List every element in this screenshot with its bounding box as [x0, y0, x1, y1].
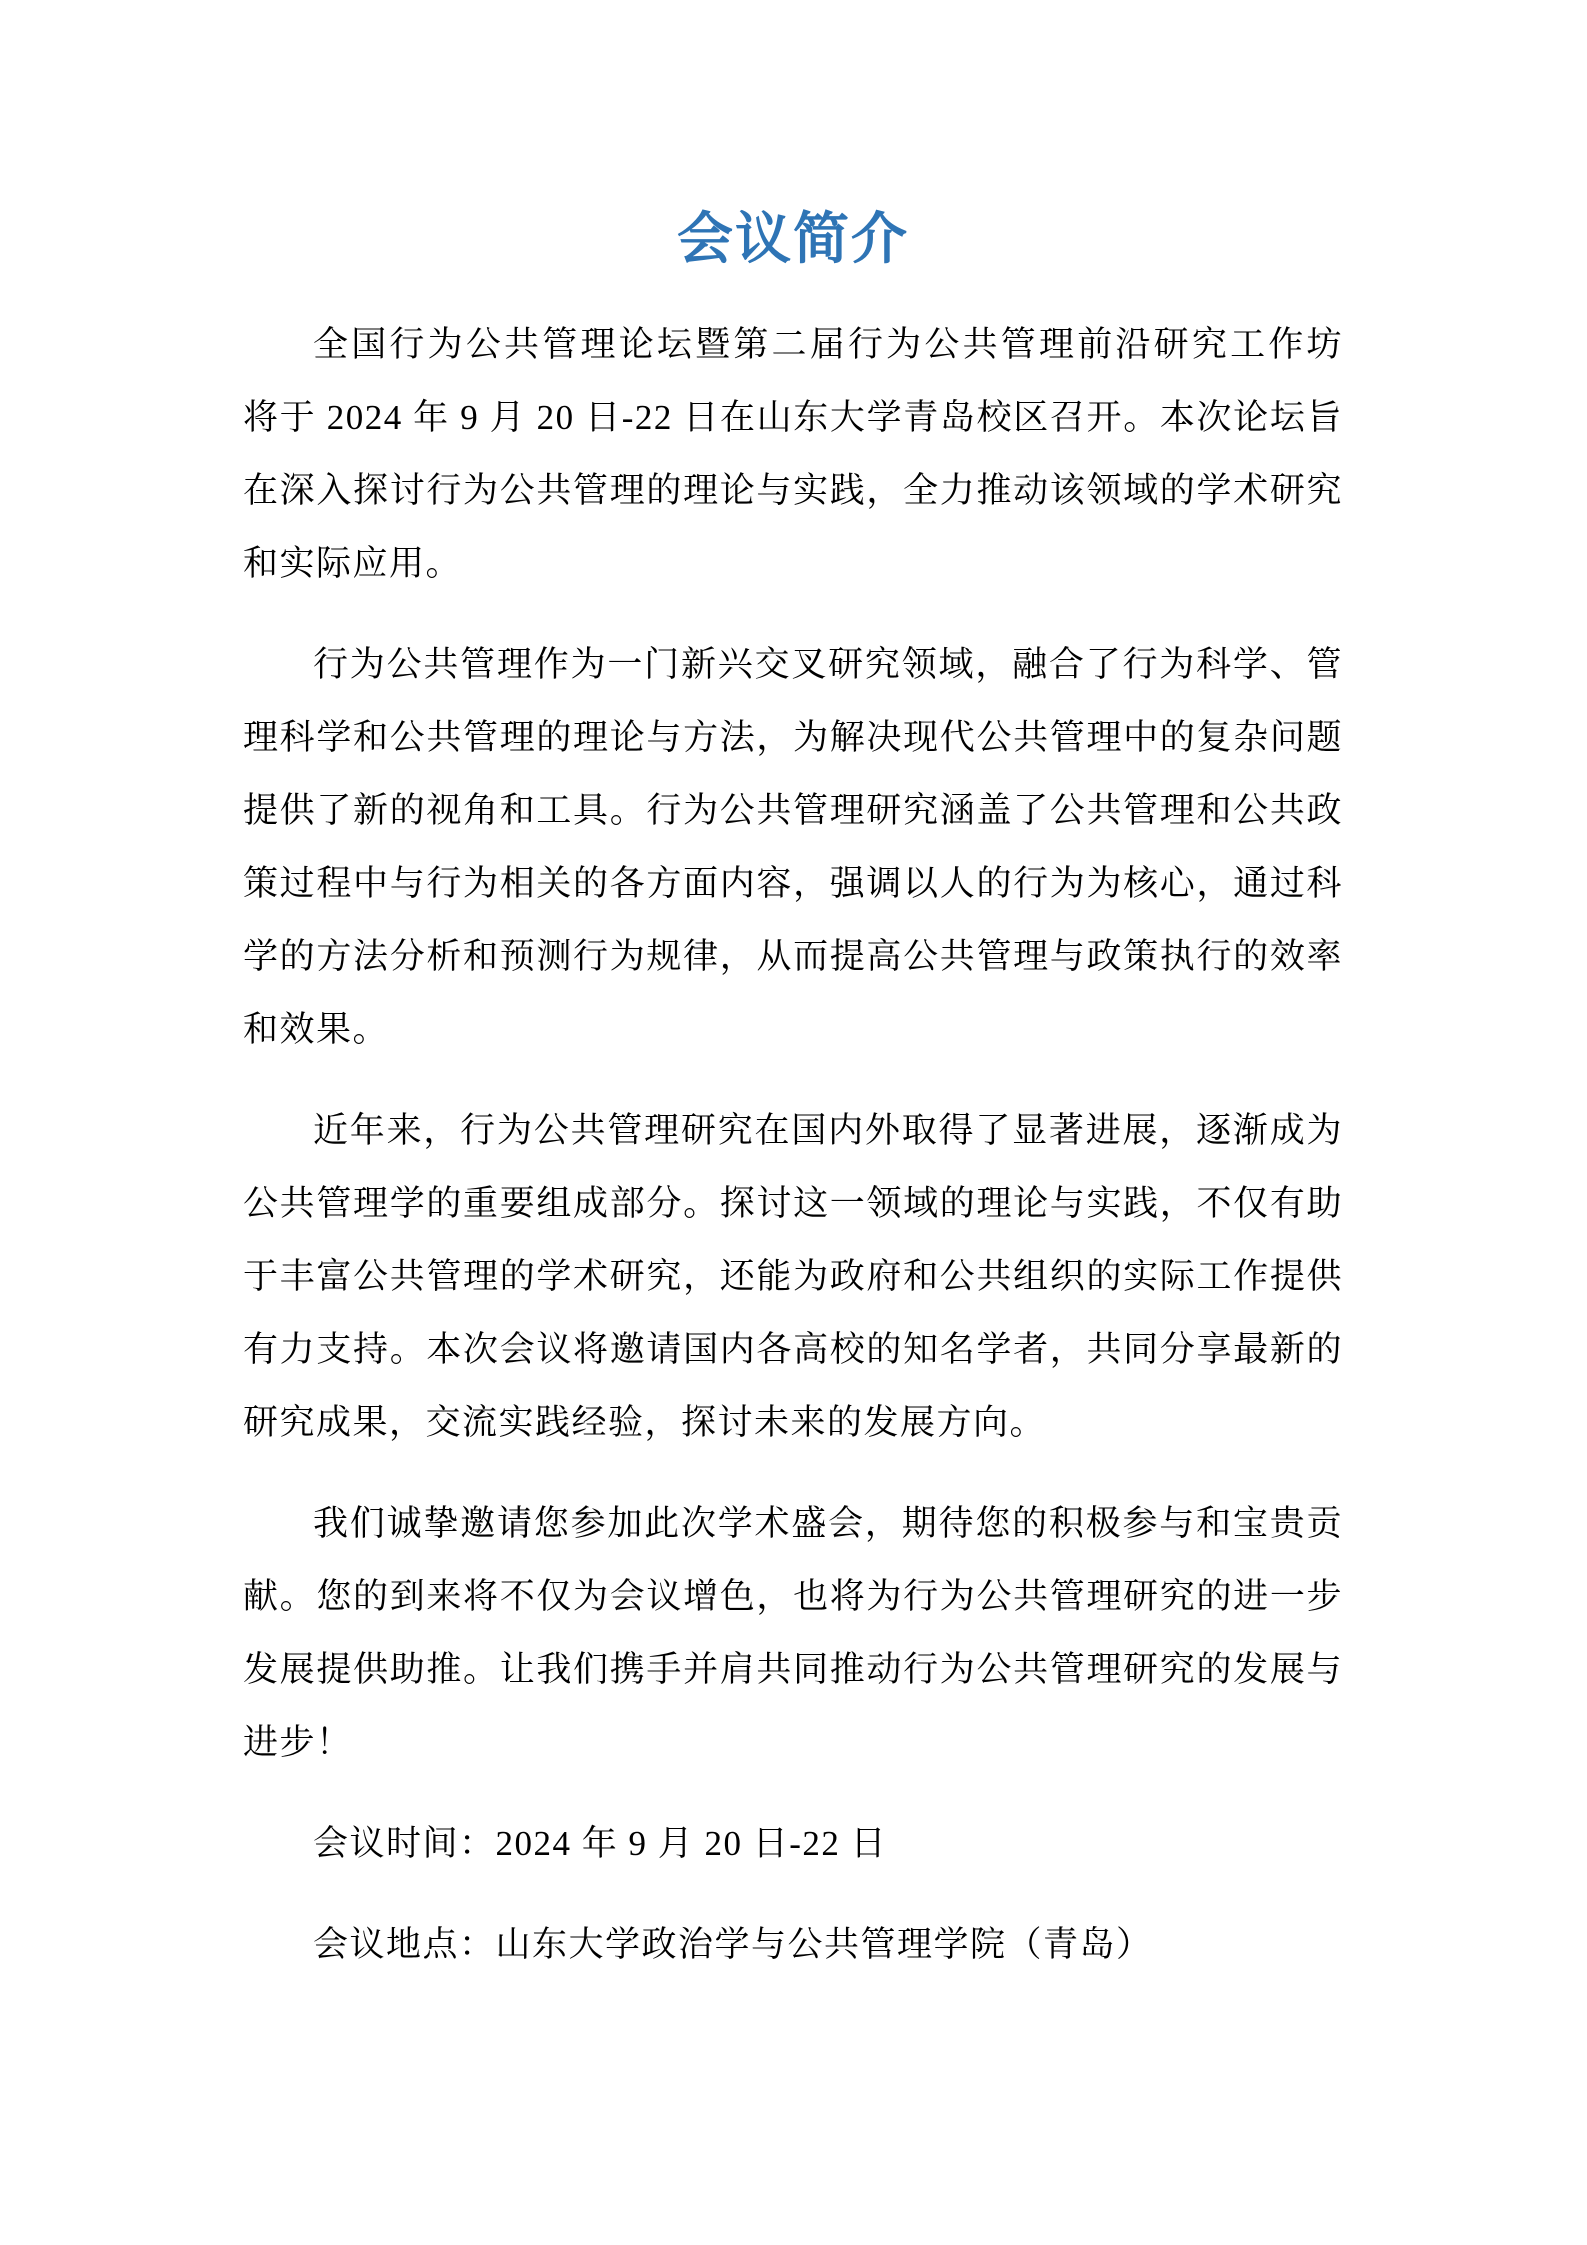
text-line: 和实际应用。 [243, 544, 463, 583]
document-body [243, 308, 1343, 1981]
text-line: 我们诚挚邀请您参加此次学术盛会，期待您的积极参与和宝贵贡 [313, 1504, 1343, 1543]
body-paragraph [243, 308, 1343, 600]
text-line: 全国行为公共管理论坛暨第二届行为公共管理前沿研究工作坊 [313, 325, 1343, 364]
body-paragraph [243, 628, 1343, 1066]
text-line: 会议时间：2024 年 9 月 20 日-22 日 [313, 1824, 888, 1863]
text-line: 发展提供助推。让我们携手并肩共同推动行为公共管理研究的发展与 [243, 1650, 1343, 1689]
text-line: 有力支持。本次会议将邀请国内各高校的知名学者，共同分享最新的 [243, 1330, 1343, 1369]
body-paragraph [243, 1487, 1343, 1779]
page-title: 会议简介 [677, 209, 909, 271]
text-line: 行为公共管理作为一门新兴交叉研究领域，融合了行为科学、管 [313, 645, 1343, 684]
text-line: 将于 2024 年 9 月 20 日-22 日在山东大学青岛校区召开。本次论坛旨 [243, 398, 1343, 437]
text-line: 提供了新的视角和工具。行为公共管理研究涵盖了公共管理和公共政 [243, 791, 1343, 830]
text-line: 和效果。 [243, 1010, 390, 1049]
text-line: 公共管理学的重要组成部分。探讨这一领域的理论与实践，不仅有助 [243, 1184, 1343, 1223]
text-line: 研究成果，交流实践经验，探讨未来的发展方向。 [243, 1403, 1047, 1442]
text-line: 策过程中与行为相关的各方面内容，强调以人的行为为核心，通过科 [243, 864, 1343, 903]
text-line: 于丰富公共管理的学术研究，还能为政府和公共组织的实际工作提供 [243, 1257, 1343, 1296]
text-line: 献。您的到来将不仅为会议增色，也将为行为公共管理研究的进一步 [243, 1577, 1343, 1616]
text-line: 进步！ [243, 1723, 353, 1762]
document-content [243, 205, 1343, 1981]
text-line: 理科学和公共管理的理论与方法，为解决现代公共管理中的复杂问题 [243, 718, 1343, 757]
text-line: 近年来，行为公共管理研究在国内外取得了显著进展，逐渐成为 [313, 1111, 1343, 1150]
body-paragraph [243, 1094, 1343, 1459]
text-line: 会议地点：山东大学政治学与公共管理学院（青岛） [313, 1925, 1153, 1964]
text-line: 在深入探讨行为公共管理的理论与实践，全力推动该领域的学术研究 [243, 471, 1343, 510]
meta-paragraph [243, 1807, 1343, 1880]
text-line: 学的方法分析和预测行为规律，从而提高公共管理与政策执行的效率 [243, 937, 1343, 976]
meta-paragraph [243, 1908, 1343, 1981]
